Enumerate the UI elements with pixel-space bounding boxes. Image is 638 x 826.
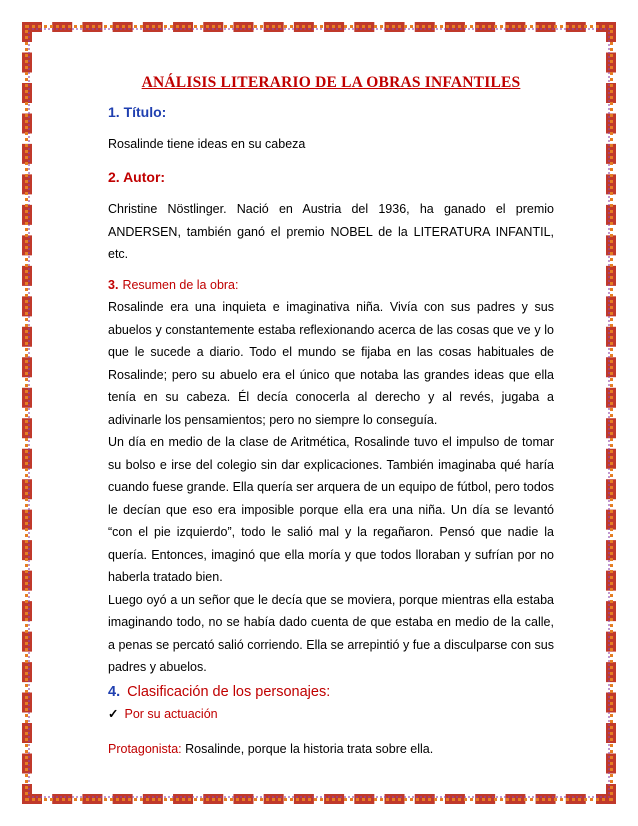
section-number: 4. xyxy=(108,683,121,700)
bullet-text: Por su actuación xyxy=(124,707,218,721)
section-author-heading xyxy=(108,166,554,189)
title-text: Rosalinde tiene ideas en su cabeza xyxy=(108,137,306,151)
protagonist-line xyxy=(108,738,554,761)
summary-paragraph-3: Luego oyó a un señor que le decía que se moviera, porque mientras ella estaba imaginando todo, no se había dado cuenta de que estaba en medio de la calle, a penas se percató salió corriendo. Ella se arrepintió y fue a disculparse con sus padres y abuelos. xyxy=(108,592,554,674)
section-heading-text: Resumen de la obra: xyxy=(122,277,239,292)
document-title: ANÁLISIS LITERARIO DE LA OBRAS INFANTILES xyxy=(141,74,521,91)
section-characters-heading xyxy=(108,681,554,704)
section-summary-heading xyxy=(108,274,554,297)
section-number: 1. xyxy=(108,103,120,120)
author-text: Christine Nöstlinger. Nació en Austria del 1936, ha ganado el premio ANDERSEN, también ganó el premio NOBEL de la LITERATURA INFANTIL, etc. xyxy=(108,202,554,261)
bullet-item xyxy=(108,703,554,726)
section-number: 3. xyxy=(108,277,119,292)
section-title-heading xyxy=(108,101,554,124)
summary-paragraph-1: Rosalinde era una inquieta e imaginativa niña. Vivía con sus padres y sus abuelos y constantemente estaba reflexionando acerca de las cosas que ve y lo que le sucede a diario. Todo el mundo se fijaba en las cosas habituales de Rosalinde; pero su abuelo era el único que notaba las grandes ideas que ella tenía en su cabeza. Él decía conocerla al derecho y al revés, jugaba a adivinarle los pensamientos; pero no siempre lo conseguía. xyxy=(108,300,554,427)
check-icon: ✓ xyxy=(108,707,119,721)
protagonist-text: Rosalinde, porque la historia trata sobre ella. xyxy=(185,741,434,756)
document-body xyxy=(108,68,554,760)
summary-paragraph-2: Un día en medio de la clase de Aritmética, Rosalinde tuvo el impulso de tomar su bolso e irse del colegio sin dar explicaciones. También imaginaba qué haría cuando fuese grande. Ella quería ser arquera de un equipo de fútbol, pero todos le decían que eso era imposible porque ella era una niña. Un día se levantó “con el pie izquierdo”, todo le salió mal y la regañaron. Pensó que nadie la quería. Entonces, imaginó que ella moría y que todos lloraban y sufrían por no haberla tratado bien. xyxy=(108,435,554,584)
section-number: 2. xyxy=(108,168,120,185)
section-heading-text: Título: xyxy=(123,103,167,120)
section-heading-text: Autor: xyxy=(123,168,166,185)
section-heading-text: Clasificación de los personajes: xyxy=(127,683,331,700)
protagonist-label: Protagonista: xyxy=(108,741,182,756)
